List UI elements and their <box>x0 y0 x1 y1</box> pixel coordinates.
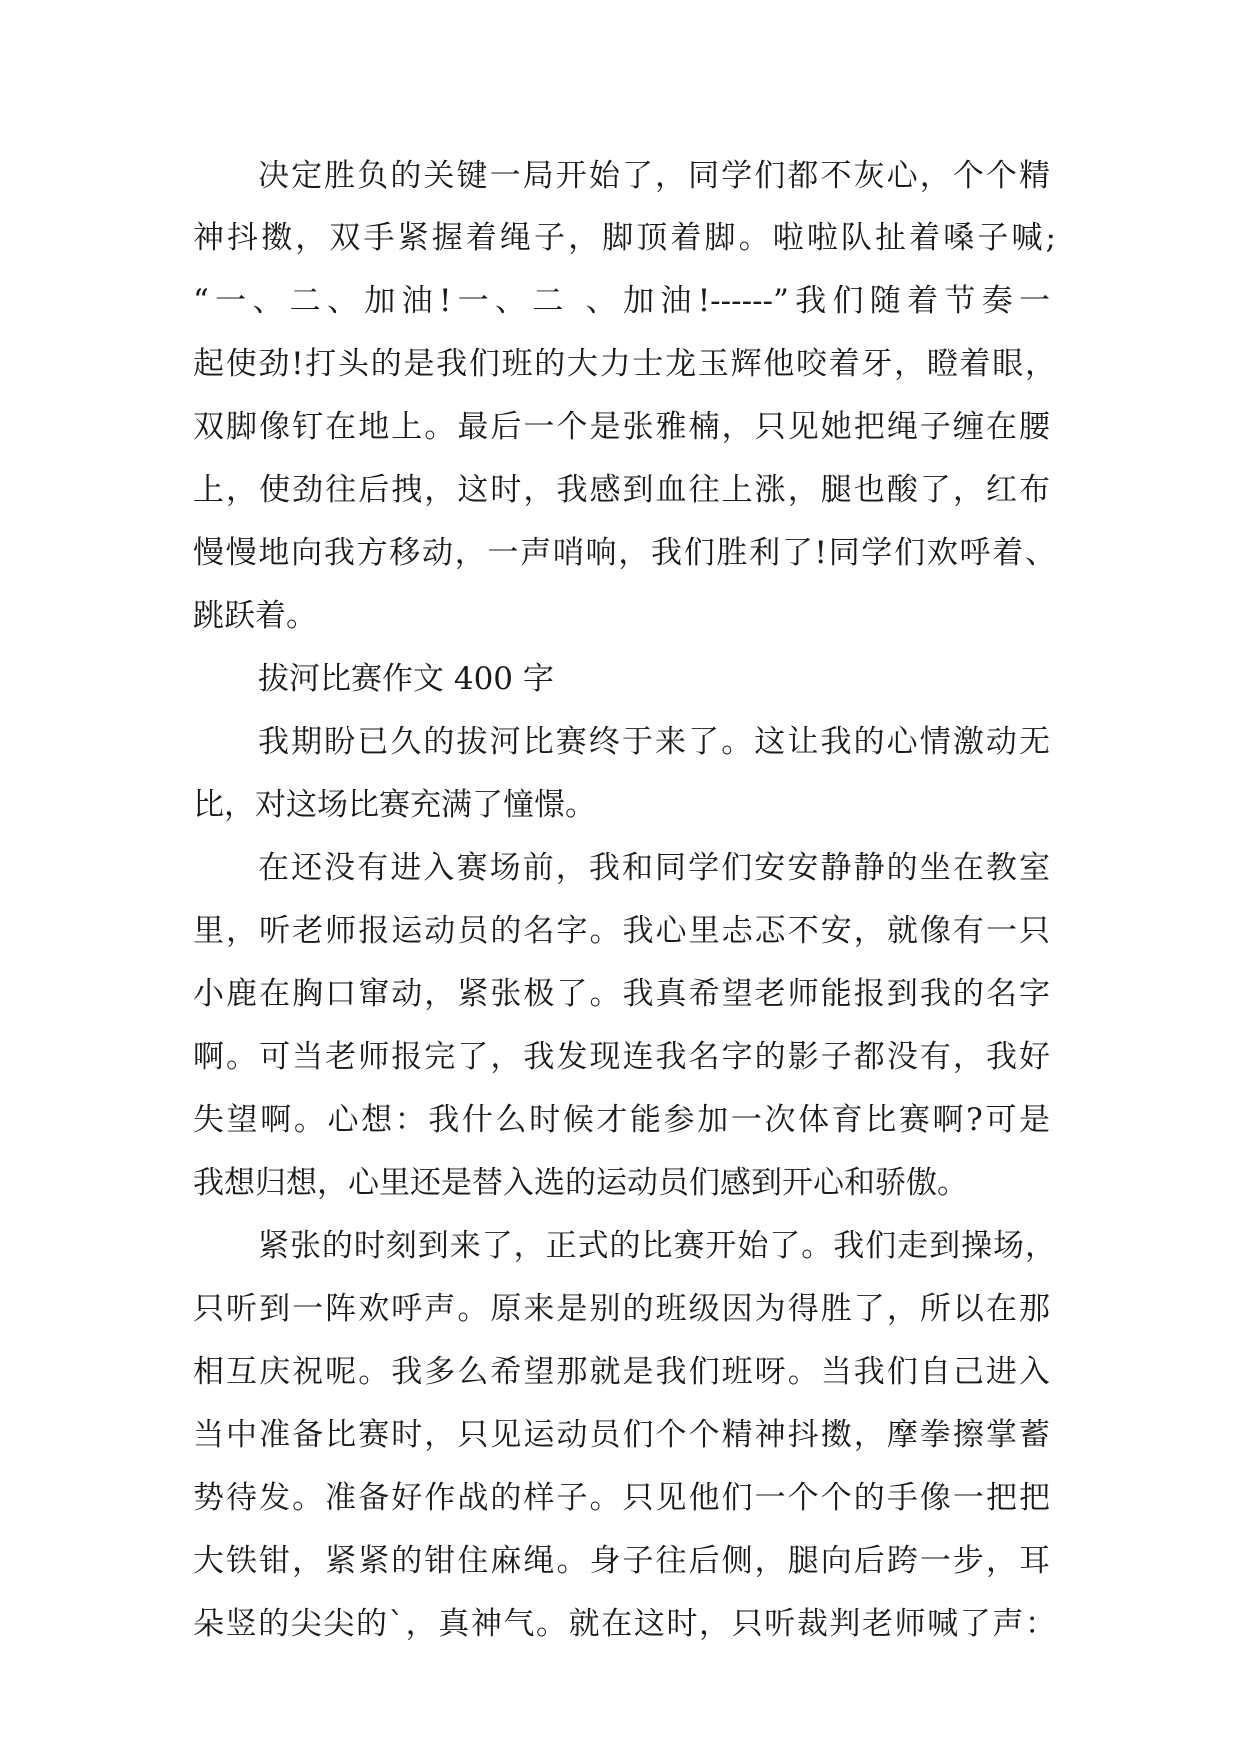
text-line: 里，听老师报运动员的名字。我心里忐忑不安，就像有一只 <box>193 913 1050 949</box>
text-line: 当中准备比赛时，只见运动员们个个精神抖擞，摩拳擦掌蓄 <box>193 1417 1050 1453</box>
text-line: 上，使劲往后拽，这时，我感到血往上涨，腿也酸了，红布 <box>193 472 1050 508</box>
text-line: 啊。可当老师报完了，我发现连我名字的影子都没有，我好 <box>193 1039 1050 1075</box>
section-heading: 拔河比赛作文 400 字 <box>258 661 554 697</box>
text-line: 在还没有进入赛场前，我和同学们安安静静的坐在教室 <box>258 850 1050 886</box>
text-line: 势待发。准备好作战的样子。只见他们一个个的手像一把把 <box>193 1480 1050 1516</box>
text-line: 我期盼已久的拔河比赛终于来了。这让我的心情激动无 <box>258 724 1050 760</box>
text-line: 小鹿在胸口窜动，紧张极了。我真希望老师能报到我的名字 <box>193 976 1050 1012</box>
text-line: 决定胜负的关键一局开始了，同学们都不灰心，个个精 <box>258 158 1050 194</box>
text-line: 大铁钳，紧紧的钳住麻绳。身子往后侧，腿向后跨一步，耳 <box>193 1543 1050 1579</box>
text-line: 紧张的时刻到来了，正式的比赛开始了。我们走到操场， <box>258 1228 1056 1264</box>
text-line: 我想归想，心里还是替入选的运动员们感到开心和骄傲。 <box>193 1165 968 1201</box>
text-line: 跳跃着。 <box>193 598 317 634</box>
text-line: 慢慢地向我方移动，一声哨响，我们胜利了!同学们欢呼着、 <box>193 535 1056 571</box>
text-line: 起使劲!打头的是我们班的大力士龙玉辉他咬着牙，瞪着眼， <box>193 346 1056 382</box>
text-line: 只听到一阵欢呼声。原来是别的班级因为得胜了，所以在那 <box>193 1291 1050 1327</box>
text-line: 相互庆祝呢。我多么希望那就是我们班呀。当我们自己进入 <box>193 1354 1050 1390</box>
text-line: “一、二、加油!一、二 、加油!------”我们随着节奏一 <box>193 283 1050 319</box>
text-line: 朵竖的尖尖的`，真神气。就在这时，只听裁判老师喊了声： <box>193 1606 1056 1642</box>
text-line: 神抖擞，双手紧握着绳子，脚顶着脚。啦啦队扯着嗓子喊; <box>193 220 1056 256</box>
text-line: 比，对这场比赛充满了憧憬。 <box>193 787 596 823</box>
text-line: 失望啊。心想：我什么时候才能参加一次体育比赛啊?可是 <box>193 1102 1050 1138</box>
text-line: 双脚像钉在地上。最后一个是张雅楠，只见她把绳子缠在腰 <box>193 409 1050 445</box>
